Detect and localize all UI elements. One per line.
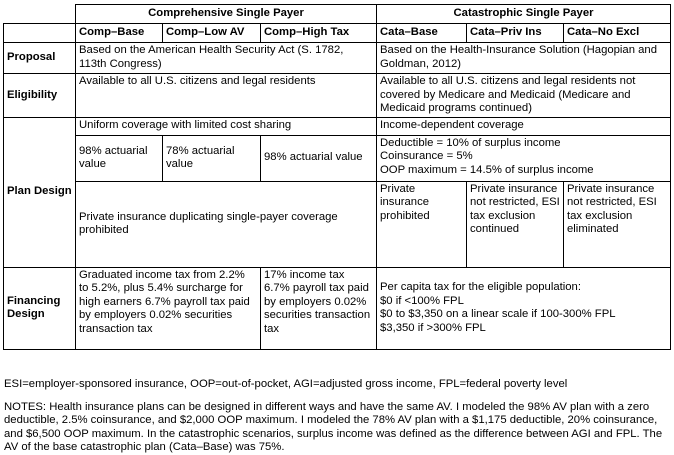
column-header: Comp–Base: [76, 24, 163, 43]
cata-eligibility-cell: Available to all U.S. citizens and legal residents not covered by Medicare and Medicaid (Medicare and Medicaid programs continued): [377, 74, 671, 118]
comp-private-insurance-cell: Private insurance duplicating single-payer coverage prohibited: [76, 181, 377, 267]
per-capita-tax-line: $0 to $3,350 on a linear scale if 100-300% FPL: [380, 308, 616, 320]
comp-eligibility-cell: Available to all U.S. citizens and legal residents: [76, 74, 377, 118]
comp-coverage-cell: Uniform coverage with limited cost sharing: [76, 117, 377, 135]
comp-low-av-cell: 78% actuarial value: [163, 135, 261, 181]
comp-base-av-cell: 98% actuarial value: [76, 135, 163, 181]
column-header: Cata–Priv Ins: [467, 24, 564, 43]
per-capita-tax-intro: Per capita tax for the eligible population:: [380, 281, 581, 293]
column-header: Cata–No Excl: [564, 24, 671, 43]
per-capita-tax-line: $0 if <100% FPL: [380, 294, 464, 307]
row-label-financing: Financing Design: [4, 267, 76, 349]
comp-high-tax-financing-cell: 17% income tax 6.7% payroll tax paid by employers 0.02% securities transaction tax: [261, 267, 377, 349]
row-label-eligibility: Eligibility: [4, 74, 76, 118]
cata-proposal-cell: Based on the Health-Insurance Solution (Hagopian and Goldman, 2012): [377, 43, 671, 74]
row-label-plan-design: Plan Design: [4, 117, 76, 267]
comp-proposal-cell: Based on the American Health Security Act (S. 1782, 113th Congress): [76, 43, 377, 74]
column-header: Comp–Low AV: [163, 24, 261, 43]
cata-coverage-cell: Income-dependent coverage: [377, 117, 671, 135]
corner-cell-2: [4, 24, 76, 43]
comp-high-tax-av-cell: 98% actuarial value: [261, 135, 377, 181]
cata-priv-ins-private-cell: Private insurance not restricted, ESI tax exclusion continued: [467, 181, 564, 267]
column-header: Comp–High Tax: [261, 24, 377, 43]
comp-base-financing-cell: Graduated income tax from 2.2% to 5.2%, plus 5.4% surcharge for high earners 6.7% payroll tax paid by employers 0.02% securities transaction tax: [76, 267, 261, 349]
corner-cell: [4, 5, 76, 24]
abbreviations-note: ESI=employer-sponsored insurance, OOP=out-of-pocket, AGI=adjusted gross income, FPL=federal poverty level: [4, 378, 568, 390]
per-capita-tax-line: $3,350 if >300% FPL: [380, 321, 486, 334]
coinsurance-term: Coinsurance = 5%: [380, 150, 473, 162]
column-header: Cata–Base: [377, 24, 467, 43]
comprehensive-header: Comprehensive Single Payer: [76, 5, 377, 24]
plan-comparison-table: [3, 4, 671, 350]
cata-base-private-cell: Private insurance prohibited: [377, 181, 467, 267]
deductible-term: Deductible = 10% of surplus income: [380, 136, 561, 149]
cata-cost-sharing-cell: [377, 135, 671, 181]
row-label-proposal: Proposal: [4, 43, 76, 74]
cata-financing-cell: [377, 267, 671, 349]
notes-paragraph: NOTES: Health insurance plans can be designed in different ways and have the same AV. I modeled the 98% AV plan with a zero deductible, 2.5% coinsurance, and $2,000 OOP maximum. I modeled the 78% AV plan with a $1,175 deductible, 20% coinsurance, and $6,500 OOP maximum. In the catastrophic scenarios, surplus income was defined as the difference between AGI and FPL. The AV of the base catastrophic plan (Cata–Base) was 75%.: [4, 401, 663, 454]
cata-no-excl-private-cell: Private insurance not restricted, ESI tax exclusion eliminated: [564, 181, 671, 267]
catastrophic-header: Catastrophic Single Payer: [377, 5, 671, 24]
oop-maximum-term: OOP maximum = 14.5% of surplus income: [380, 163, 594, 176]
